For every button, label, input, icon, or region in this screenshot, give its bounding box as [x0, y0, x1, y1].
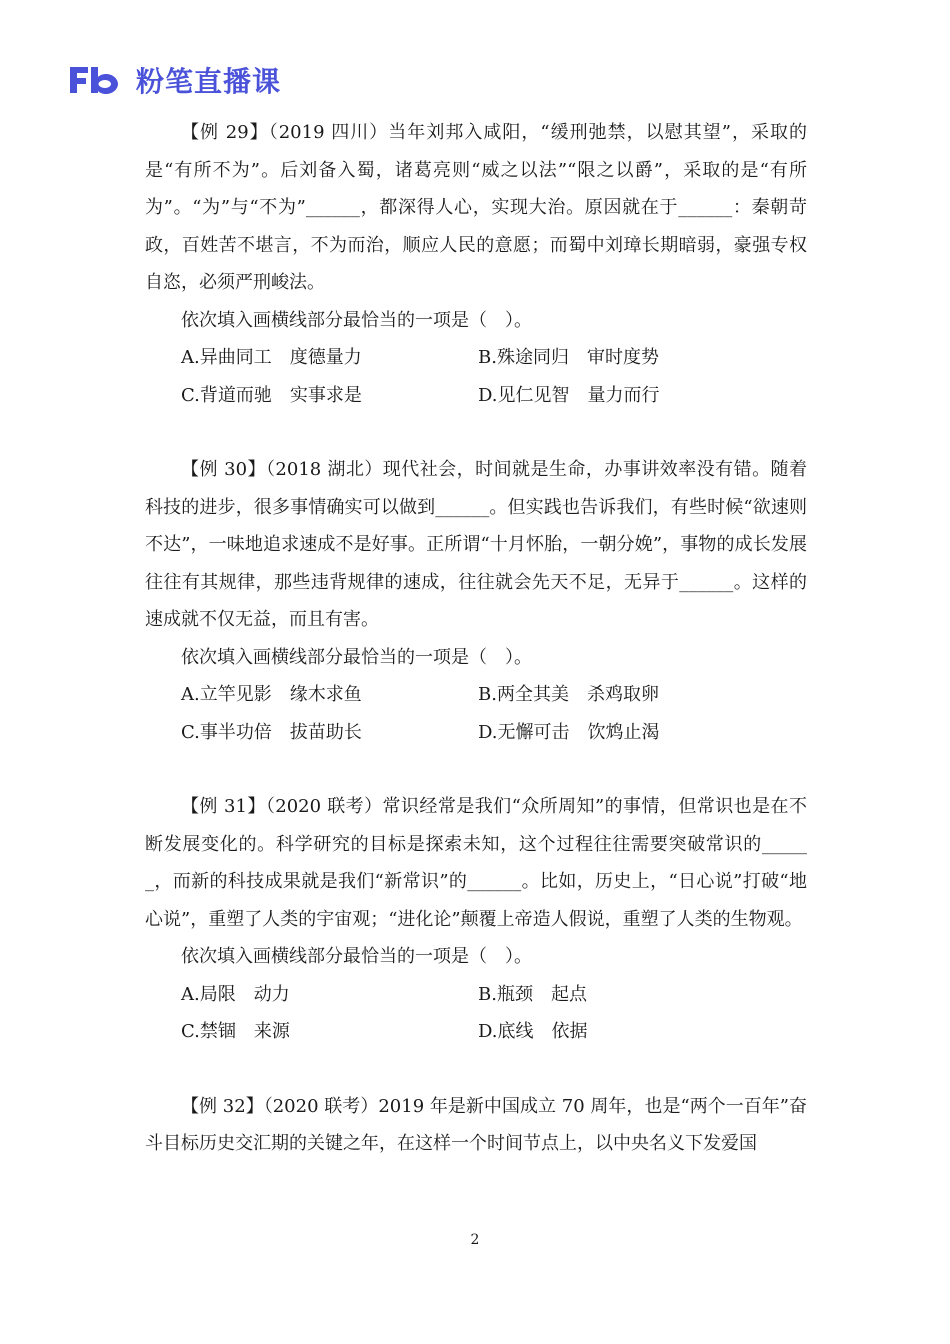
question-30 — [145, 451, 807, 751]
question-29 — [145, 114, 807, 414]
question-32 — [145, 1088, 807, 1163]
option-c: C.禁锢 来源 — [181, 1021, 290, 1042]
option-c: C.背道而驰 实事求是 — [181, 384, 362, 406]
question-stem: 【例 31】（2020 联考）常识经常是我们“众所周知”的事情，但常识也是在不断发展变化的。科学研究的目标是探索未知，这个过程往往需要突破常识的______，而新的科技成果就是我们“新常识”的______。比如，历史上，“日心说”打破“地心说”，重塑了人类的宇宙观；“进化论”颠覆上帝造人假说，重塑了人类的生物观。 — [145, 796, 807, 930]
brand-logo — [66, 62, 281, 98]
option-b: B.殊途同归 审时度势 — [478, 347, 659, 368]
question-instruction: 依次填入画横线部分最恰当的一项是（ ）。 — [181, 309, 532, 331]
option-b: B.瓶颈 起点 — [478, 983, 587, 1005]
question-stem: 【例 30】（2018 湖北）现代社会，时间就是生命，办事讲效率没有错。随着科技的进步，很多事情确实可以做到______。但实践也告诉我们，有些时候“欲速则不达”，一味地追求速成不是好事。正所谓“十月怀胎，一朝分娩”，事物的成长发展往往有其规律，那些违背规律的速成，往往就会先天不足，无异于______。这样的速成就不仅无益，而且有害。 — [145, 459, 807, 630]
question-stem: 【例 29】（2019 四川）当年刘邦入咸阳，“缓刑弛禁，以慰其望”，采取的是“有所不为”。后刘备入蜀，诸葛亮则“威之以法”“限之以爵”，采取的是“有所为”。“为”与“不为”______，都深得人心，实现大治。原因就在于______：秦朝苛政，百姓苦不堪言，不为而治，顺应人民的意愿；而蜀中刘璋长期暗弱，豪强专权自恣，必须严刑峻法。 — [145, 122, 807, 293]
option-list — [145, 976, 807, 1051]
option-list — [145, 339, 807, 414]
option-c: C.事半功倍 拔苗助长 — [181, 721, 362, 743]
question-stem: 【例 32】（2020 联考）2019 年是新中国成立 70 周年，也是“两个一百年”奋斗目标历史交汇期的关键之年，在这样一个时间节点上，以中央名义下发爱国 — [145, 1095, 807, 1154]
option-a: A.立竿见影 缘木求鱼 — [181, 684, 362, 705]
option-list — [145, 676, 807, 751]
option-d: D.见仁见智 量力而行 — [478, 384, 660, 406]
option-b: B.两全其美 杀鸡取卵 — [478, 684, 659, 705]
document-body — [145, 114, 807, 1163]
question-instruction: 依次填入画横线部分最恰当的一项是（ ）。 — [181, 646, 532, 668]
question-31 — [145, 788, 807, 1051]
page-number: 2 — [470, 1232, 480, 1248]
option-d: D.无懈可击 饮鸩止渴 — [478, 721, 660, 743]
option-a: A.局限 动力 — [181, 983, 290, 1005]
brand-name: 粉笔直播课 — [136, 65, 282, 98]
option-d: D.底线 依据 — [478, 1021, 588, 1042]
fb-logo-icon — [66, 63, 130, 97]
option-a: A.异曲同工 度德量力 — [181, 347, 362, 368]
question-instruction: 依次填入画横线部分最恰当的一项是（ ）。 — [181, 946, 532, 967]
